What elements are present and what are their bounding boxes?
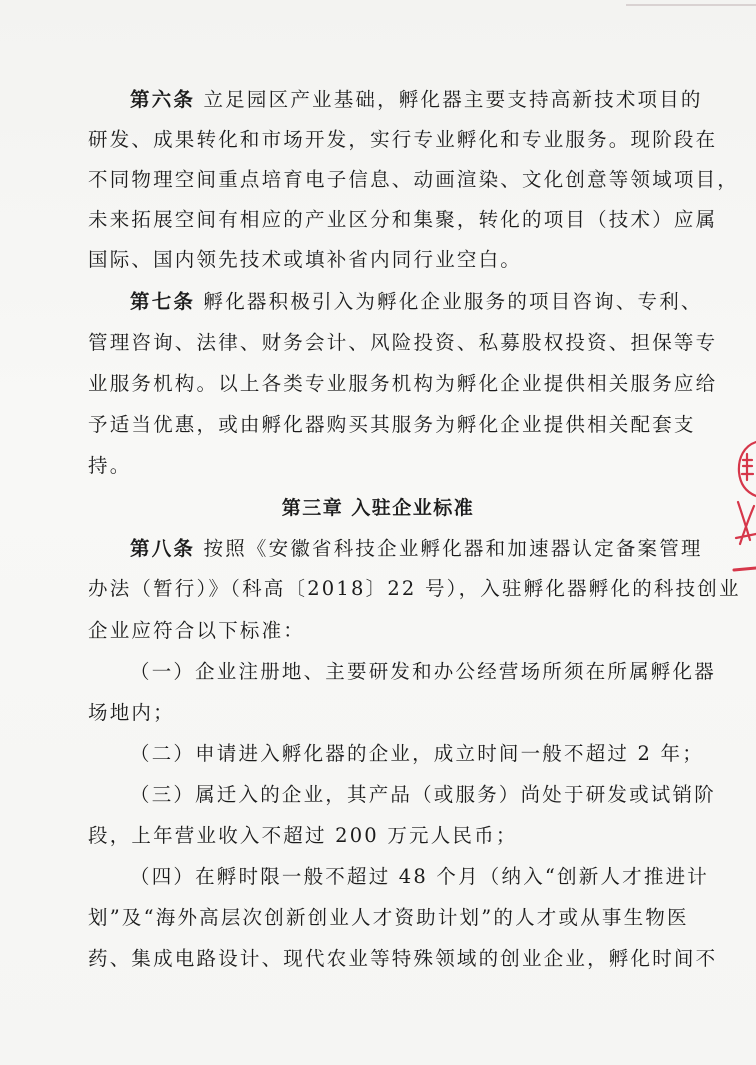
article8-line-1 [130,535,703,563]
item2-line-1: （二）申请进入孵化器的企业，成立时间一般不超过 2 年； [130,742,704,765]
item1-line-1: （一）企业注册地、主要研发和办公经营场所须在所属孵化器 [130,660,716,683]
red-seal-fragment [730,440,756,590]
article6-line-5: 国际、国内领先技术或填补省内同行业空白。 [88,248,523,271]
article6-line-2: 研发、成果转化和市场开发，实行专业孵化和专业服务。现阶段在 [88,128,718,151]
article7-line-2: 管理咨询、法律、财务会计、风险投资、私募股权投资、担保等专 [88,331,718,354]
article8-text-1: 按照《安徽省科技企业孵化器和加速器认定备案管理 [203,537,703,560]
article6-line-3: 不同物理空间重点培育电子信息、动画渲染、文化创意等领域项目， [88,168,740,191]
article8-label: 第八条 [130,537,196,560]
seal-bottom-stroke [734,568,756,570]
article8-line-2: 办法（暂行）》（科高〔2018〕22 号），入驻孵化器孵化的科技创业 [88,577,741,600]
page-edge-mark [626,4,756,6]
article7-line-5: 持。 [88,454,132,477]
item3-line-2: 段，上年营业收入不超过 200 万元人民币； [88,824,518,847]
article6-line-4: 未来拓展空间有相应的产业区分和集聚，转化的项目（技术）应属 [88,208,718,231]
item3-line-1: （三）属迁入的企业，其产品（或服务）尚处于研发或试销阶 [130,783,716,806]
item4-line-2: 划”及“海外高层次创新创业人才资助计划”的人才或从事生物医 [88,906,689,929]
article7-label: 第七条 [130,290,196,313]
article7-line-3: 业服务机构。以上各类专业服务机构为孵化企业提供相关服务应给 [88,372,718,395]
article7-text-1: 孵化器积极引入为孵化企业服务的项目咨询、专利、 [203,290,703,313]
article7-line-1 [130,288,703,316]
seal-char-top [742,454,753,480]
article6-text-1: 立足园区产业基础，孵化器主要支持高新技术项目的 [203,88,703,111]
item1-line-2: 场地内； [88,701,175,724]
seal-char-mid [736,502,756,544]
chapter-heading: 第三章 入驻企业标准 [281,497,475,519]
article8-line-3: 企业应符合以下标准： [88,619,306,642]
article7-line-4: 予适当优惠，或由孵化器购买其服务为孵化企业提供相关配套支 [88,413,696,436]
article6-label: 第六条 [130,88,196,111]
article6-line-1 [130,86,703,114]
item4-line-1: （四）在孵时限一般不超过 48 个月（纳入“创新人才推进计 [130,865,709,888]
item4-line-3: 药、集成电路设计、现代农业等特殊领域的创业企业，孵化时间不 [88,947,718,970]
